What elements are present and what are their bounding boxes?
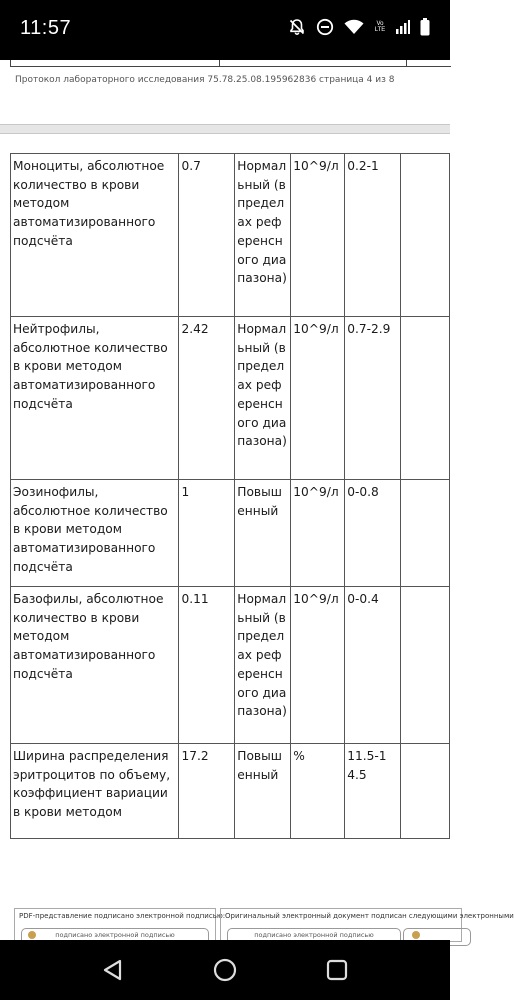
test-range: 0.7-2.9: [345, 317, 401, 480]
volte-icon: Vo LTE: [374, 21, 386, 33]
test-status: Повышенный: [235, 744, 291, 839]
test-range: 0.2-1: [345, 154, 401, 317]
test-status: Повышенный: [235, 480, 291, 587]
test-value: 0.7: [179, 154, 235, 317]
test-name: Эозинофилы, абсолютное количество в крови методом автоматизированного подсчёта: [11, 480, 179, 587]
empty-cell: [401, 154, 450, 317]
empty-cell: [401, 317, 450, 480]
signature-stamp: подписано электронной подписью: [227, 928, 401, 946]
protocol-header: Протокол лабораторного исследования 75.78.25.08.195962836 страница 4 из 8: [15, 75, 395, 85]
original-signature-box: [220, 908, 514, 942]
test-status: Нормальный (в пределах референсного диапазона): [235, 317, 291, 480]
empty-cell: [401, 744, 450, 839]
signal-icon: [396, 20, 410, 34]
test-status: Нормальный (в пределах референсного диапазона): [235, 587, 291, 744]
signature-stamp: подписано электронной подписью: [21, 928, 209, 946]
table-row: [11, 587, 450, 744]
recents-icon[interactable]: [322, 955, 352, 985]
test-unit: 10^9/л: [291, 317, 345, 480]
home-icon[interactable]: [210, 955, 240, 985]
test-name: Ширина распределения эритроцитов по объему, коэффициент вариации в крови методом: [11, 744, 179, 839]
emblem-icon: [28, 931, 36, 939]
test-unit: 10^9/л: [291, 154, 345, 317]
test-value: 1: [179, 480, 235, 587]
table-row: [11, 154, 450, 317]
table-row: [11, 744, 450, 839]
bell-off-icon: [288, 18, 306, 36]
back-icon[interactable]: [97, 955, 127, 985]
test-value: 2.42: [179, 317, 235, 480]
pdf-signature-title: PDF-представление подписано электронной подписью:: [19, 912, 226, 920]
page-separator: [0, 124, 450, 134]
test-unit: 10^9/л: [291, 587, 345, 744]
navigation-bar: [0, 940, 450, 1000]
test-range: 11.5-14.5: [345, 744, 401, 839]
results-table: [10, 153, 450, 839]
document-viewer[interactable]: [0, 60, 514, 940]
test-name: Базофилы, абсолютное количество в крови методом автоматизированного подсчёта: [11, 587, 179, 744]
test-range: 0-0.4: [345, 587, 401, 744]
pdf-signature-box: [14, 908, 226, 942]
table-row: [11, 480, 450, 587]
do-not-disturb-icon: [316, 18, 334, 36]
test-value: 0.11: [179, 587, 235, 744]
previous-table-edge: [10, 60, 451, 67]
original-signature-title: Оригинальный электронный документ подписан следующими электронными: [225, 912, 514, 920]
status-bar: [0, 0, 450, 60]
signature-footer: [0, 908, 514, 940]
table-row: [11, 317, 450, 480]
status-time: 11:57: [20, 17, 72, 39]
status-icons: [288, 18, 430, 36]
wifi-icon: [344, 19, 364, 35]
empty-cell: [401, 587, 450, 744]
emblem-icon: [412, 931, 420, 939]
test-status: Нормальный (в пределах референсного диапазона): [235, 154, 291, 317]
test-name: Моноциты, абсолютное количество в крови методом автоматизированного подсчёта: [11, 154, 179, 317]
empty-cell: [401, 480, 450, 587]
test-range: 0-0.8: [345, 480, 401, 587]
test-unit: %: [291, 744, 345, 839]
battery-icon: [420, 18, 430, 36]
test-name: Нейтрофилы, абсолютное количество в крови методом автоматизированного подсчёта: [11, 317, 179, 480]
test-unit: 10^9/л: [291, 480, 345, 587]
test-value: 17.2: [179, 744, 235, 839]
